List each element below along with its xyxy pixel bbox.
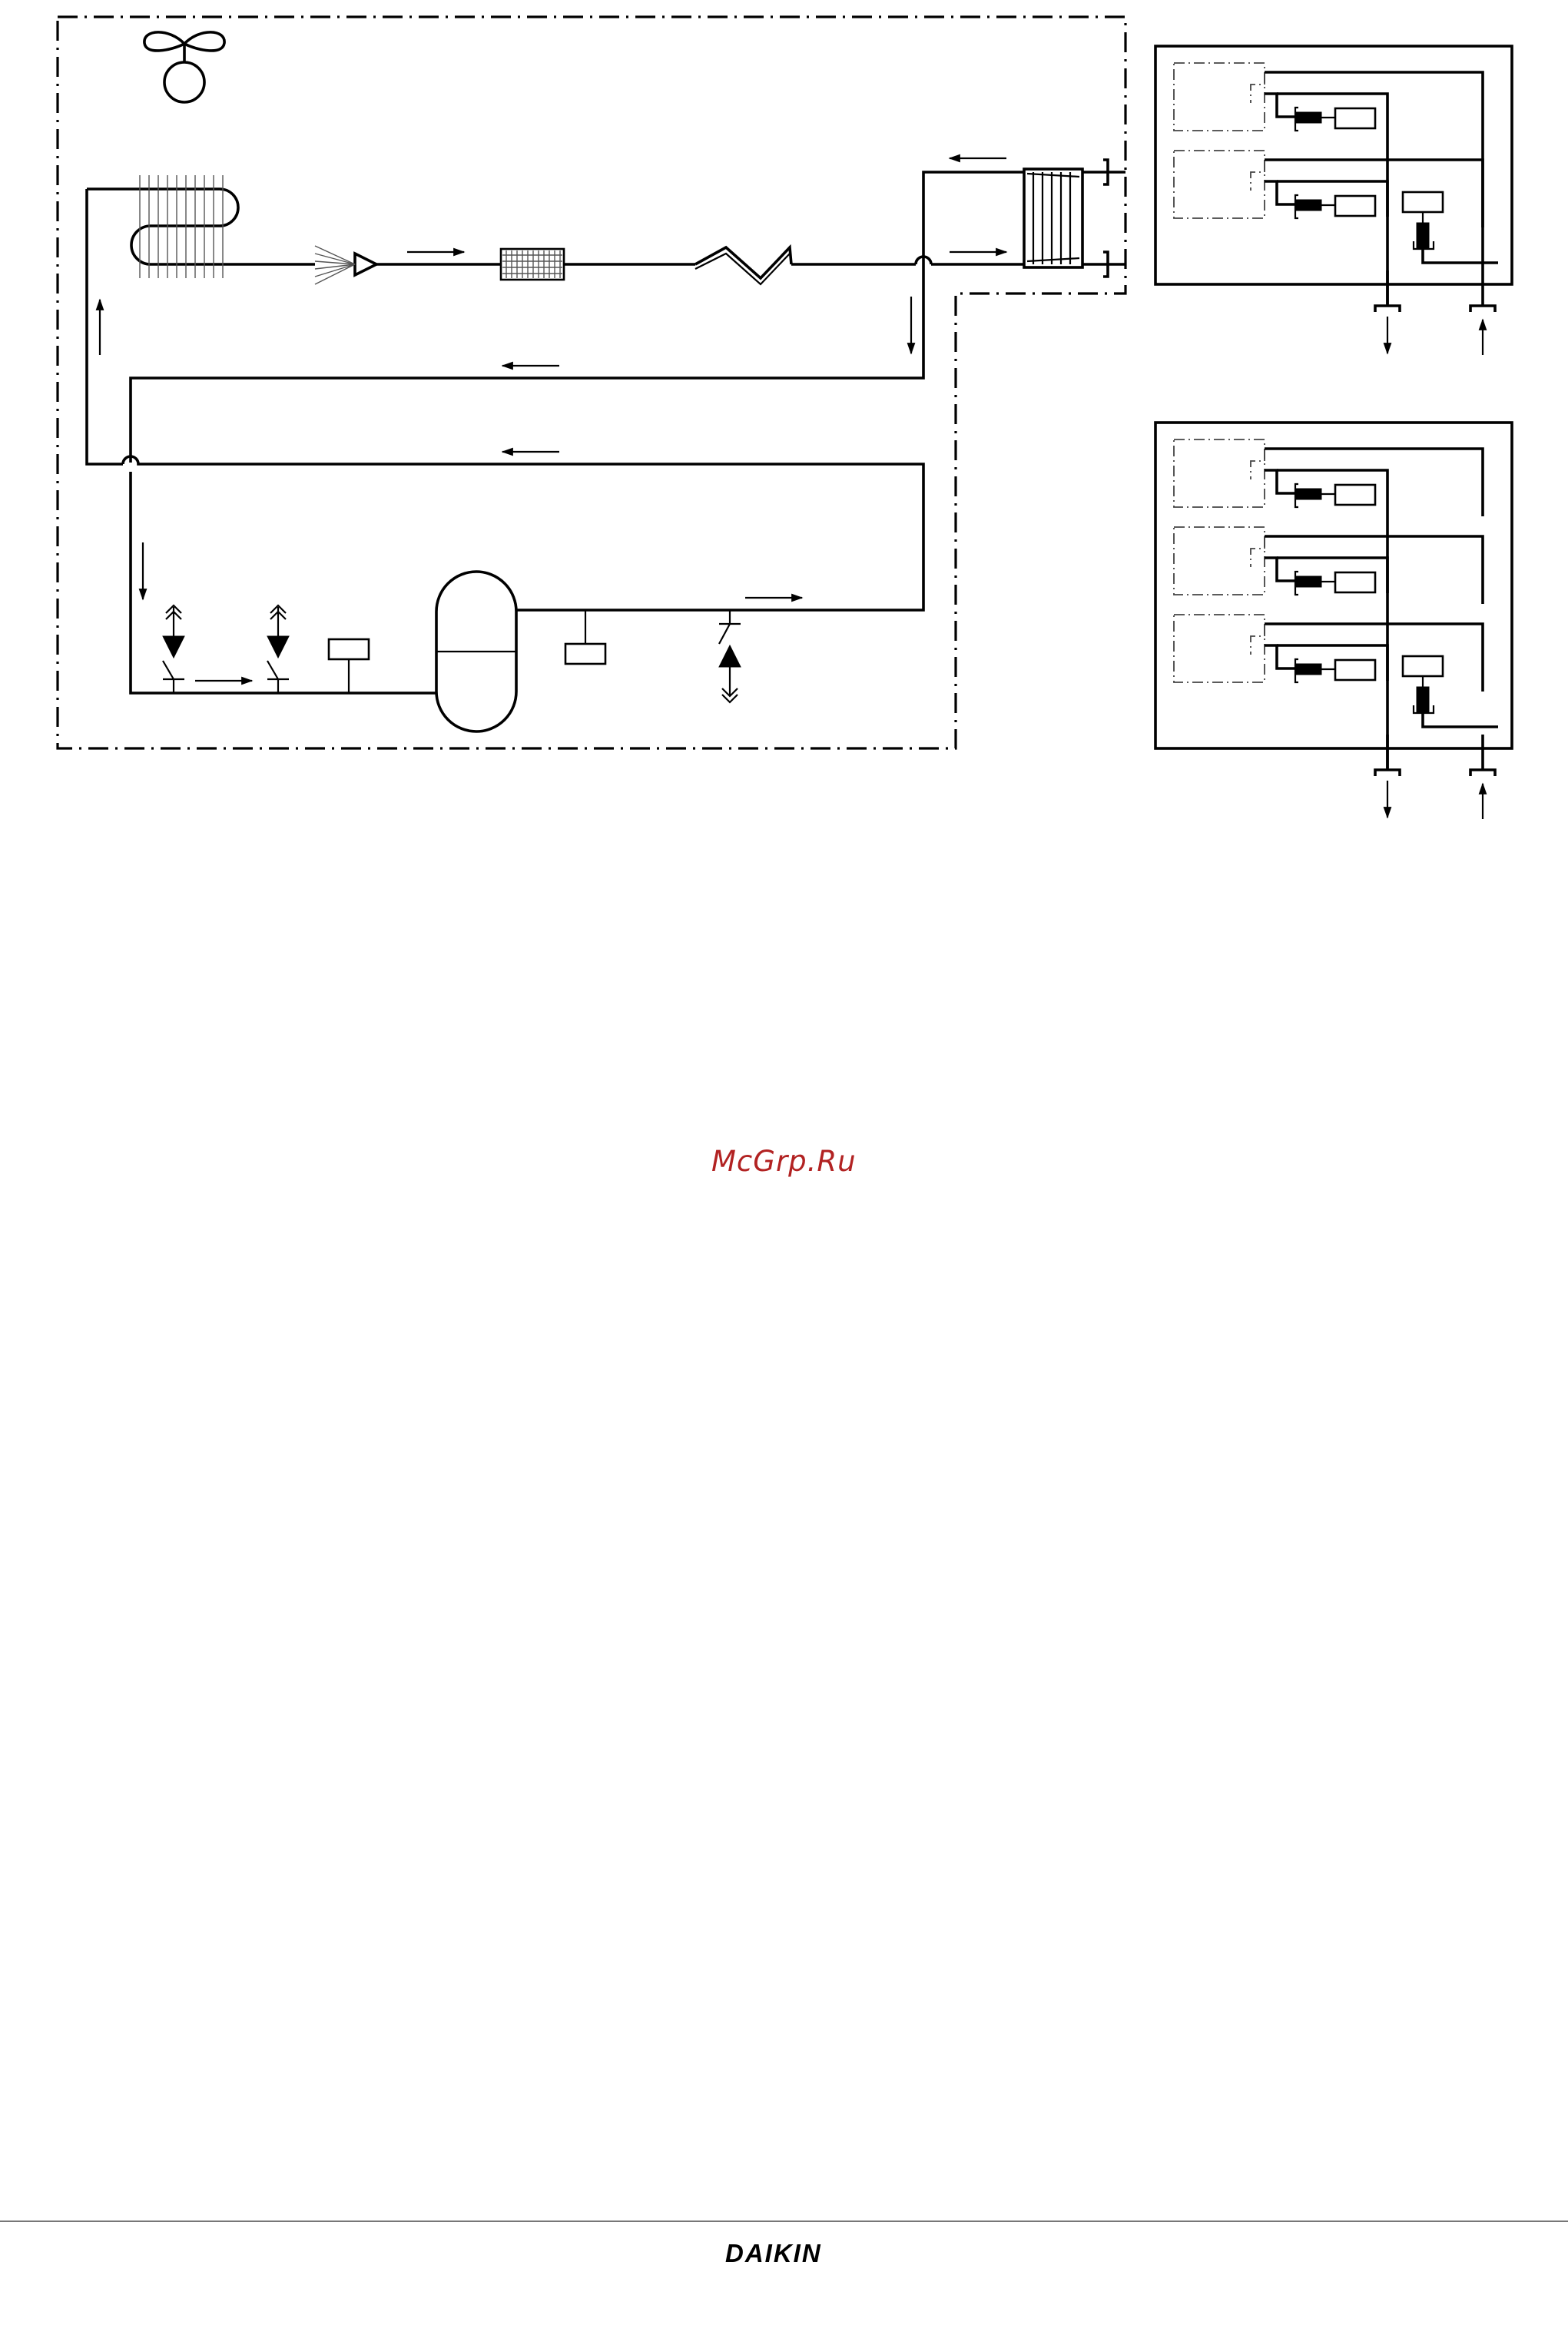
- watermark-text: McGrp.Ru: [711, 1145, 857, 1178]
- control-module: [1174, 439, 1483, 593]
- control-module: [1174, 151, 1483, 304]
- expansion-valve: [315, 246, 376, 284]
- unit-boundary: [58, 17, 1125, 748]
- high-pressure-switch: [267, 605, 289, 693]
- high-pressure-switch: [163, 605, 184, 693]
- capillary-tube: [695, 247, 791, 284]
- control-module: [1174, 615, 1483, 768]
- fan-icon: [144, 32, 224, 102]
- footer-divider: [0, 2221, 1568, 2222]
- compressor: [436, 572, 516, 731]
- check-valve: [719, 610, 741, 702]
- control-box-top: [1155, 46, 1512, 284]
- filter: [501, 249, 564, 280]
- brand-logo: DAIKIN: [725, 2239, 822, 2267]
- pressure-sensor: [329, 639, 369, 693]
- water-heat-exchanger: [1024, 169, 1082, 267]
- air-heat-exchanger: [87, 175, 315, 278]
- pressure-transducer: [565, 610, 605, 664]
